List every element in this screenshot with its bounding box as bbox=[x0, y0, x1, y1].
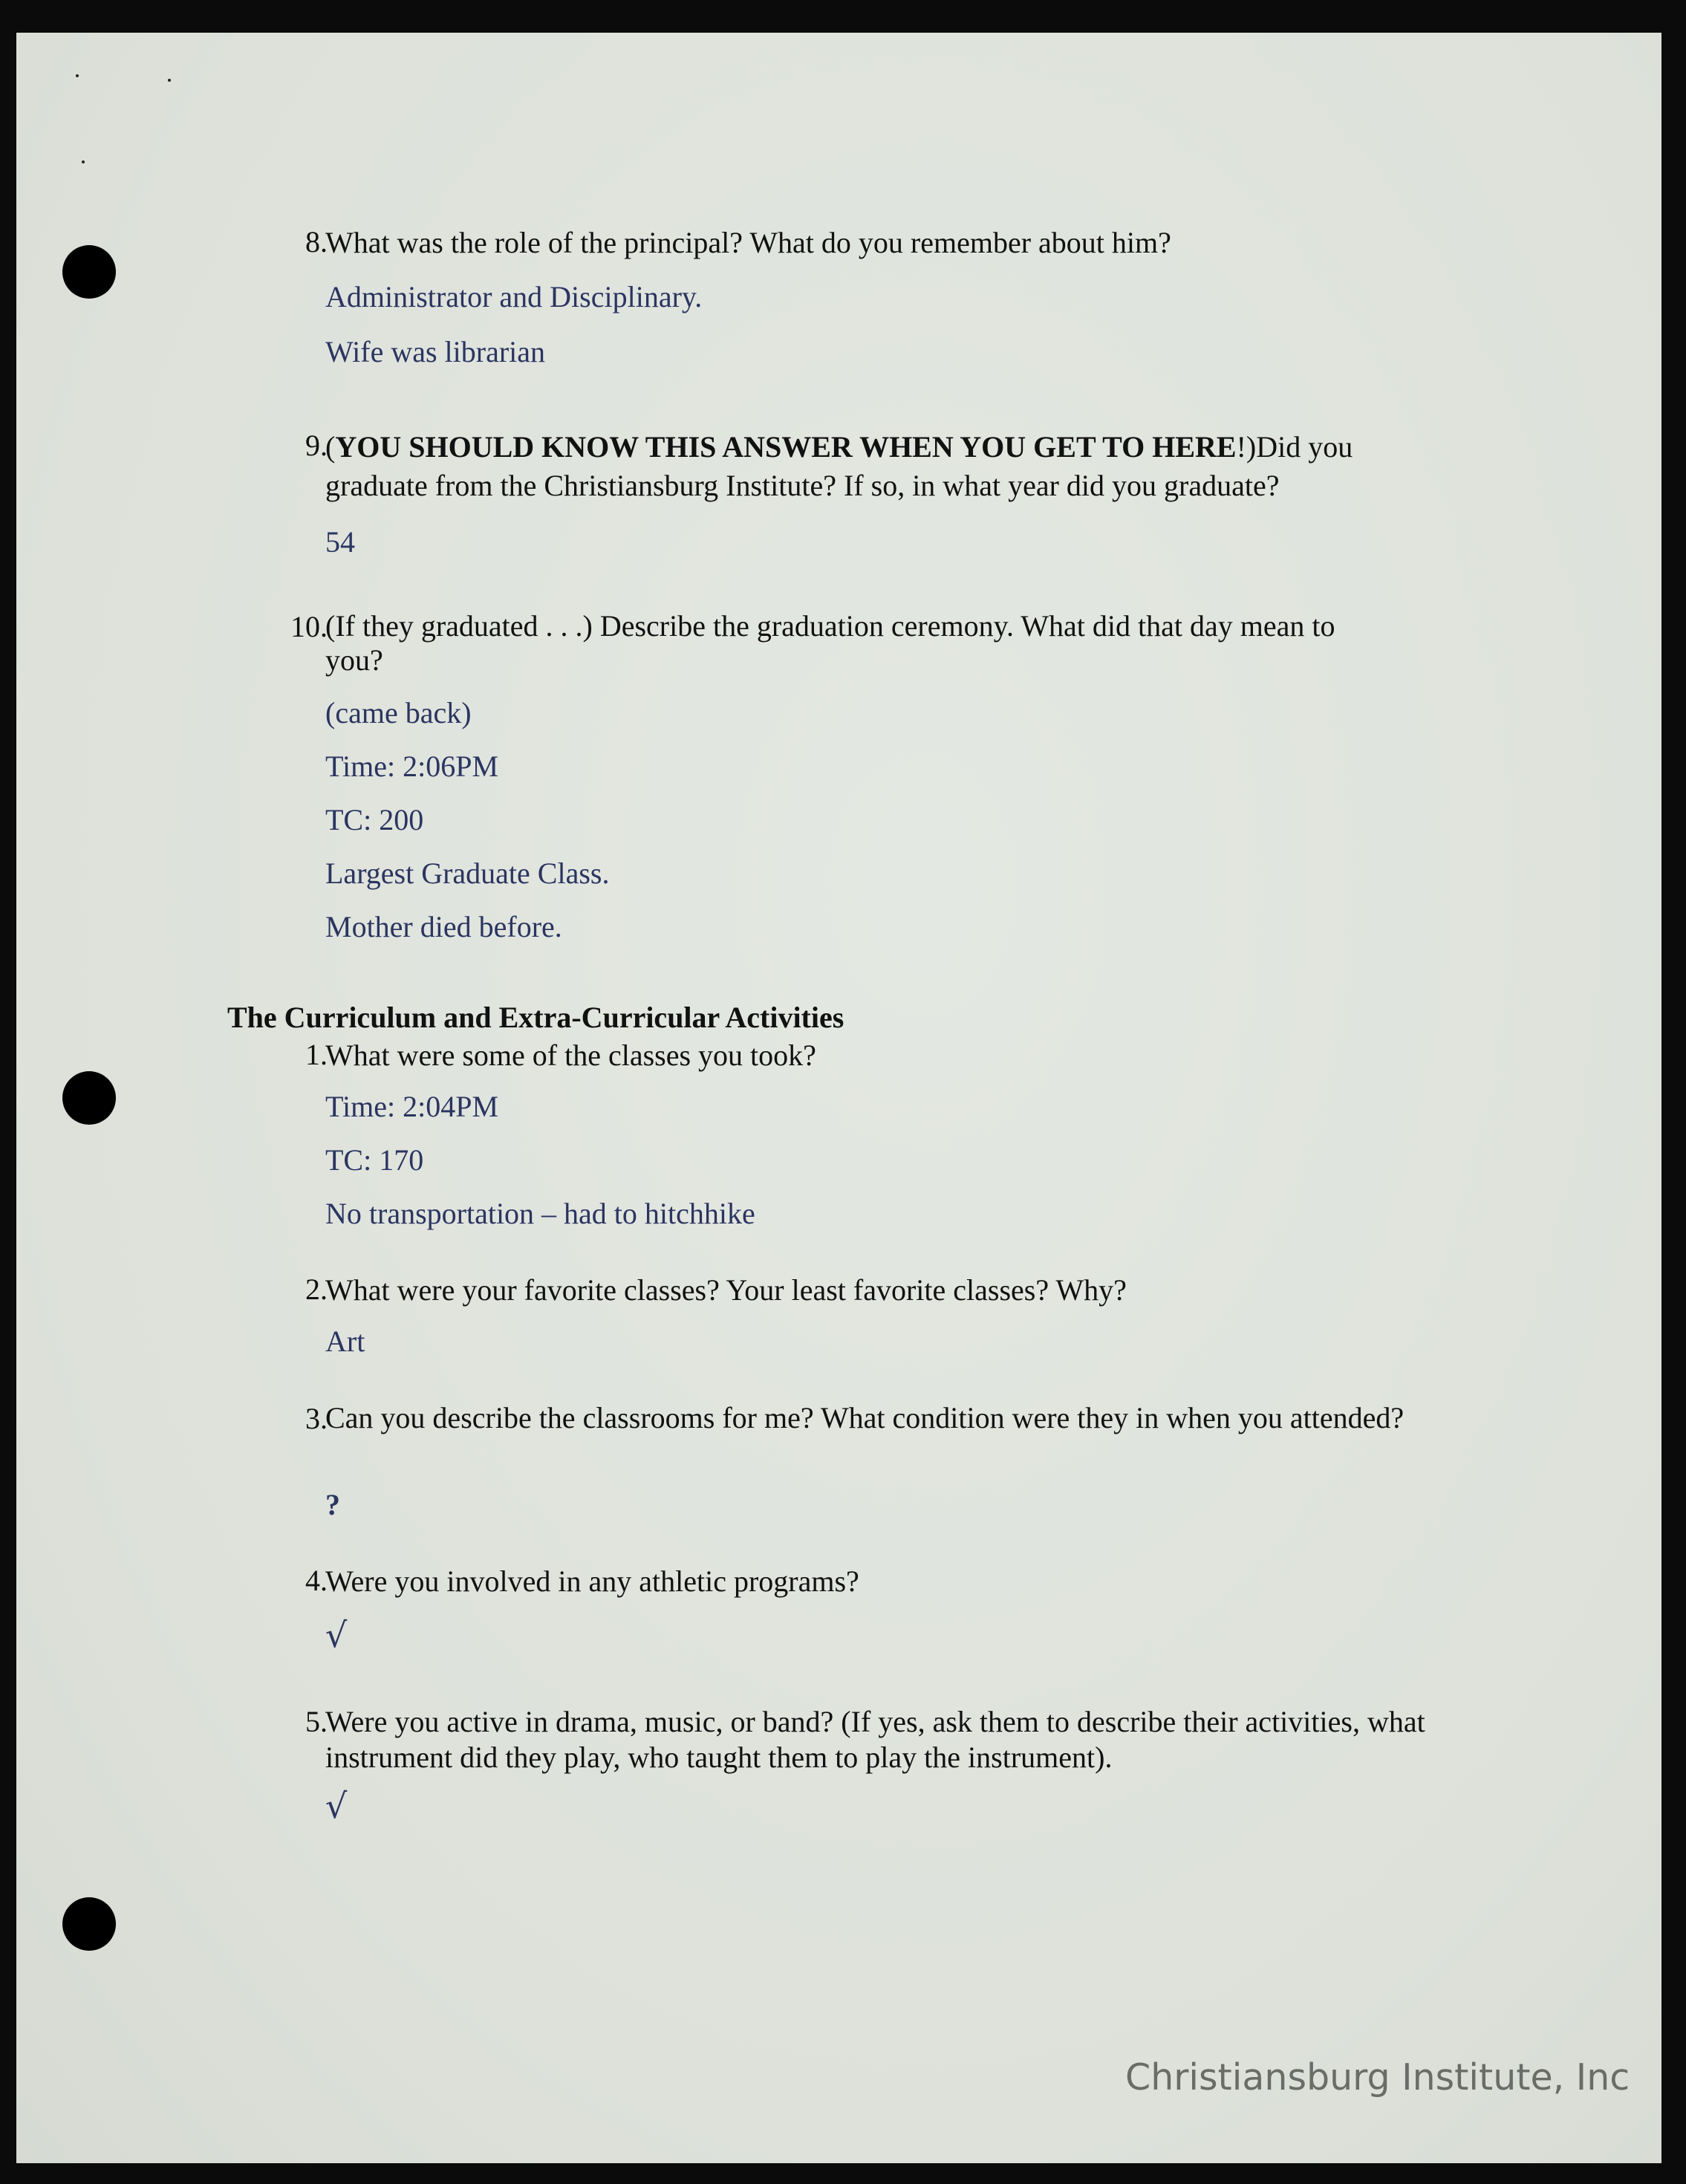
answer-line: Largest Graduate Class. bbox=[325, 857, 610, 890]
question-emphasis: YOU SHOULD KNOW THIS ANSWER WHEN YOU GET TO HERE bbox=[335, 430, 1237, 464]
speck bbox=[168, 79, 171, 82]
question-number: 9. bbox=[305, 429, 328, 462]
question-number: 10. bbox=[290, 610, 328, 643]
checkmark-answer: √ bbox=[325, 1615, 348, 1655]
question-text: Were you active in drama, music, or band? (If yes, ask them to describe their activities, what instrument did they play, who taught them to play the instrument). bbox=[325, 1705, 1425, 1774]
question-line-2: graduate from the Christiansburg Institute? If so, in what year did you graduate? bbox=[325, 469, 1280, 502]
question-text: What were some of the classes you took? bbox=[325, 1039, 816, 1072]
question-number: 3. bbox=[305, 1402, 328, 1435]
question-open-paren: ( bbox=[325, 430, 336, 464]
document-page bbox=[16, 33, 1661, 2163]
question-number: 2. bbox=[305, 1273, 328, 1306]
answer-line: (came back) bbox=[325, 696, 472, 729]
watermark: Christiansburg Institute, Inc bbox=[1125, 2056, 1630, 2099]
answer-line: Administrator and Disciplinary. bbox=[325, 280, 703, 313]
question-text: (If they graduated . . .) Describe the graduation ceremony. What did that day mean to you? bbox=[325, 609, 1335, 677]
speck bbox=[82, 160, 85, 163]
answer-line: ? bbox=[325, 1488, 340, 1521]
question-text bbox=[325, 428, 1514, 505]
answer-line: TC: 170 bbox=[325, 1143, 424, 1177]
question-tail: !)Did you bbox=[1236, 430, 1353, 464]
answer-line: No transportation – had to hitchhike bbox=[325, 1197, 755, 1230]
answer-line: Art bbox=[325, 1325, 365, 1358]
question-text: What was the role of the principal? What do you remember about him? bbox=[325, 226, 1171, 259]
answer-line: TC: 200 bbox=[325, 803, 424, 836]
punch-hole bbox=[62, 1897, 116, 1951]
question-number: 5. bbox=[305, 1705, 328, 1738]
checkmark-answer: √ bbox=[325, 1786, 348, 1826]
answer-line: Time: 2:04PM bbox=[325, 1090, 499, 1123]
question-number: 1. bbox=[305, 1038, 328, 1071]
question-number: 8. bbox=[305, 225, 328, 259]
question-text: Can you describe the classrooms for me? What condition were they in when you attended? bbox=[325, 1401, 1405, 1434]
question-number: 4. bbox=[305, 1564, 328, 1597]
answer-line: Wife was librarian bbox=[325, 335, 546, 368]
question-text: Were you involved in any athletic programs? bbox=[325, 1564, 859, 1598]
punch-hole bbox=[62, 245, 116, 299]
answer-line: Time: 2:06PM bbox=[325, 750, 499, 783]
answer-line: Mother died before. bbox=[325, 910, 562, 943]
question-text: What were your favorite classes? Your least favorite classes? Why? bbox=[325, 1273, 1127, 1307]
punch-hole bbox=[62, 1071, 116, 1125]
section-heading: The Curriculum and Extra-Curricular Activities bbox=[227, 1001, 844, 1034]
answer-line: 54 bbox=[325, 525, 355, 559]
speck bbox=[76, 74, 79, 77]
